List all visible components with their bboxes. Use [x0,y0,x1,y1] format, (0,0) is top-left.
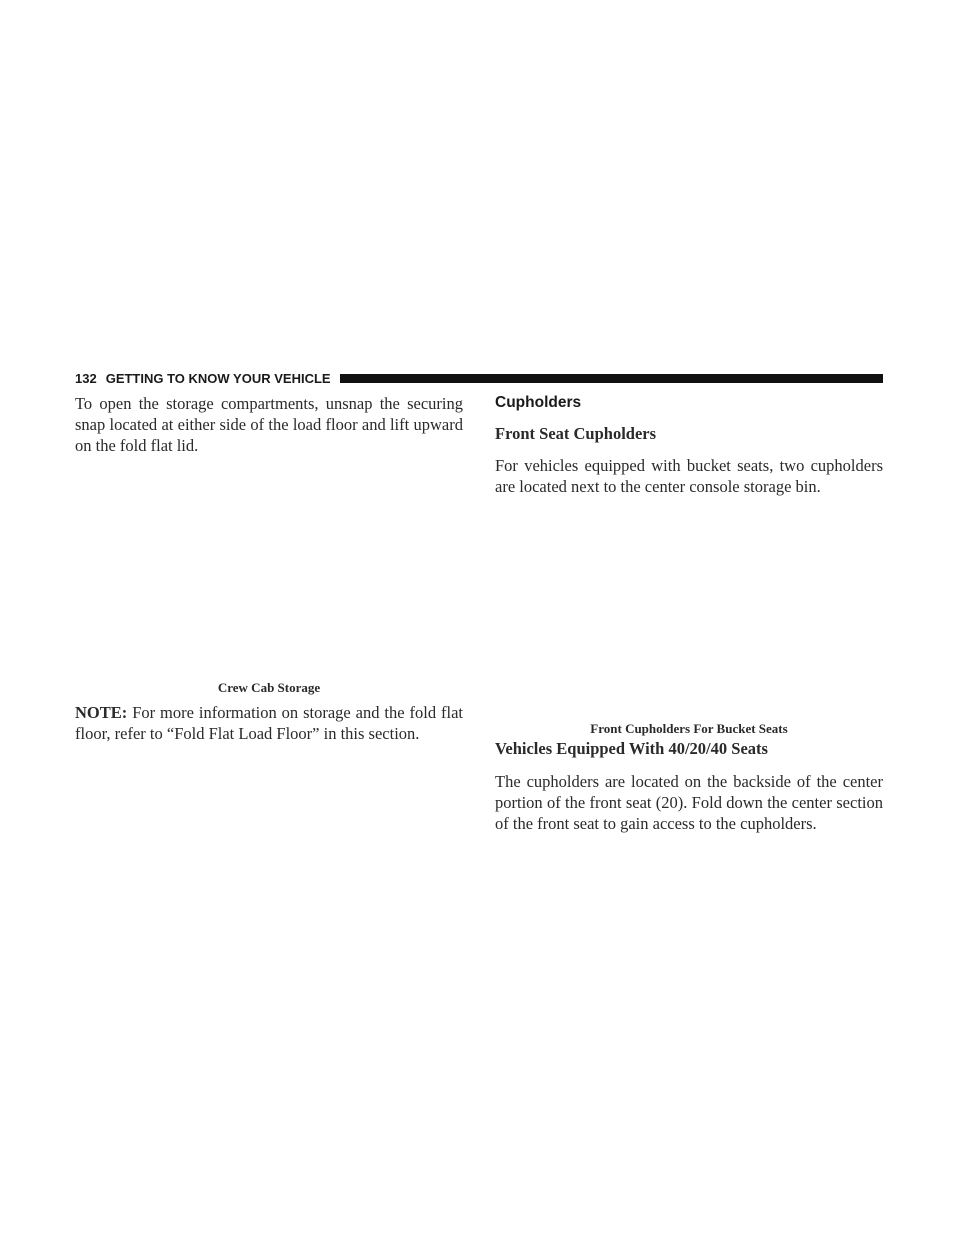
section-heading-cupholders: Cupholders [495,394,582,411]
figure-caption-front-cupholders: Front Cupholders For Bucket Seats [590,721,788,736]
note-text: For more information on storage and the fold flat floor, refer to “Fold Flat Load Floor” in this section. [75,703,463,743]
intro-paragraph: To open the storage compartments, unsnap the securing snap located at either side of the load floor and lift upward on the fold flat lid. [75,394,463,455]
front-cupholders-paragraph: For vehicles equipped with bucket seats, two cupholders are located next to the center console storage bin. [495,456,883,496]
page-number: 132 [75,370,97,386]
cupholders-40-20-40-paragraph: The cupholders are located on the backside of the center portion of the front seat (20). Fold down the center section of the front seat to gain access to the cupholders. [495,772,883,833]
subheading-40-20-40-seats: Vehicles Equipped With 40/20/40 Seats [495,739,768,758]
right-column [495,393,883,834]
crew-cab-storage-figure [75,456,463,680]
note-label: NOTE: [75,703,128,722]
figure-caption-crew-cab: Crew Cab Storage [217,680,321,695]
section-title: GETTING TO KNOW YOUR VEHICLE [105,370,331,386]
note-paragraph [75,702,463,744]
header-rule [340,374,883,383]
front-cupholders-figure [495,497,883,721]
subheading-front-seat-cupholders: Front Seat Cupholders [495,424,657,443]
page-header [75,370,883,386]
left-column [75,393,463,744]
